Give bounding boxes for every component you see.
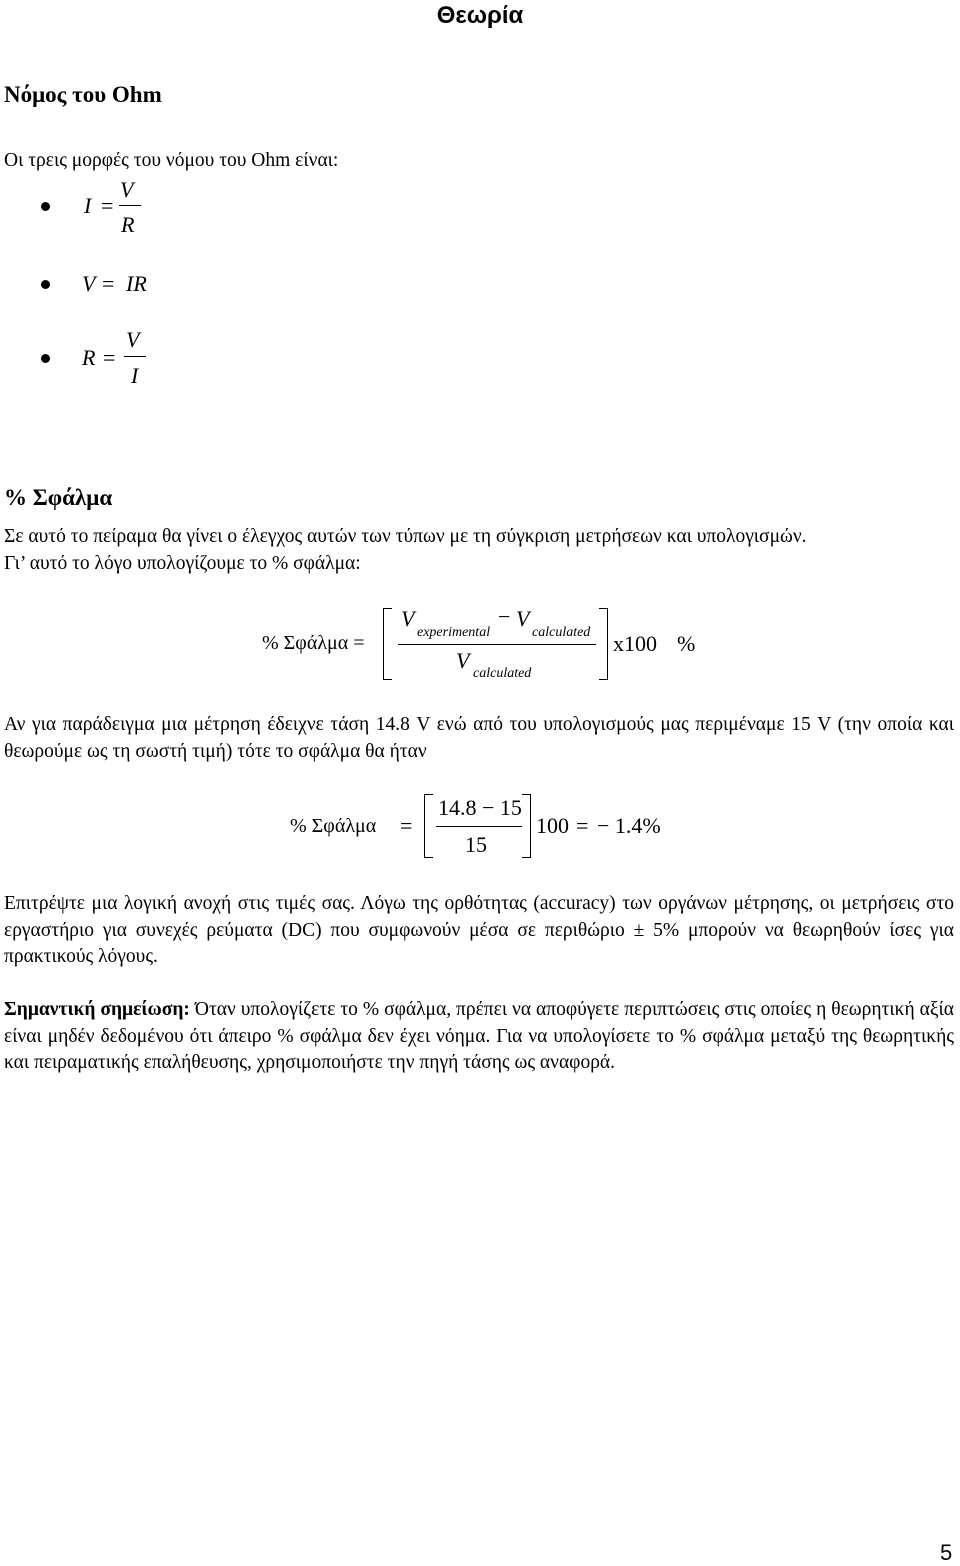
formula-3-numerator: V: [126, 327, 140, 352]
bullet-icon: [41, 202, 50, 211]
error-formula-multiplier: x100: [613, 631, 657, 656]
right-bracket: [522, 794, 531, 858]
example-formula-eq1: =: [400, 813, 413, 838]
formula-1-denominator: R: [121, 212, 135, 237]
left-bracket: [424, 794, 433, 858]
left-bracket: [383, 608, 392, 680]
example-formula-result: − 1.4%: [597, 813, 661, 838]
page-title: Θεωρία: [436, 2, 524, 29]
bullet-icon: [41, 280, 50, 289]
formula-1-eq: =: [101, 193, 114, 218]
formula-1-lhs: I: [84, 193, 92, 218]
example-formula-lhs: % Σφάλμα: [290, 815, 377, 837]
ohm-law-heading: Νόμος του Ohm: [4, 82, 162, 107]
formula-1-numerator: V: [120, 177, 134, 202]
example-formula-denominator: 15: [465, 832, 487, 857]
formula-2-lhs: V: [82, 271, 96, 296]
formula-2-rhs: IR: [126, 271, 147, 296]
error-formula-lhs: % Σφάλμα =: [262, 632, 365, 654]
important-note-label: Σημαντική σημείωση:: [4, 999, 190, 1020]
error-formula-v-calc: V: [516, 606, 530, 631]
error-formula-percent: %: [677, 631, 696, 656]
important-note-text: Όταν υπολογίζετε το % σφάλμα, πρέπει να αποφύγετε περιπτώσεις στις οποίες η θεωρητική αξία είναι μηδέν δεδομένου ότι άπειρο % σφάλμα δεν έχει νόημα. Για να υπολογίσετε το % σφάλμα μεταξύ της θεωρητικής και πειραματικής επαλήθευσης, χρησιμοποιήστε την πηγή τάσης ως αναφορά.: [4, 999, 954, 1073]
error-formula-v-exp: V: [401, 606, 415, 631]
important-note-paragraph: [4, 997, 954, 1077]
error-formula-sub-calculated-denom: calculated: [473, 666, 532, 681]
error-formula-minus: −: [498, 604, 511, 629]
example-formula-multiplier: 100: [536, 813, 569, 838]
example-formula-eq2: =: [576, 813, 589, 838]
ohm-law-intro: Οι τρεις μορφές του νόμου του Ohm είναι:: [4, 150, 339, 171]
formula-2-eq: =: [102, 271, 115, 296]
fraction-line: [398, 644, 596, 645]
error-line-2: Γι’ αυτό το λόγο υπολογίζουμε το % σφάλμα:: [4, 553, 361, 574]
fraction-line: [119, 205, 141, 206]
error-formula-sub-calculated: calculated: [532, 625, 591, 640]
right-bracket: [599, 608, 608, 680]
formula-3-eq: =: [103, 345, 116, 370]
example-paragraph: Αν για παράδειγμα μια μέτρηση έδειχνε τάση 14.8 V ενώ από του υπολογισμούς μας περιμέναμε 15 V (την οποία και θεωρούμε ως τη σωστή τιμή) τότε το σφάλμα θα ήταν: [4, 714, 954, 762]
error-line-1: Σε αυτό το πείραμα θα γίνει ο έλεγχος αυτών των τύπων με τη σύγκριση μετρήσεων και υπολογισμών.: [4, 526, 807, 547]
error-formula-v-denom: V: [456, 648, 470, 673]
page-number: 5: [940, 1540, 953, 1565]
bullet-icon: [41, 354, 50, 363]
formula-3-denominator: I: [131, 363, 139, 388]
formula-3-lhs: R: [82, 345, 96, 370]
fraction-line: [124, 356, 146, 357]
error-heading: % Σφάλμα: [4, 485, 113, 510]
fraction-line: [436, 826, 522, 827]
example-formula-numerator: 14.8 − 15: [438, 795, 522, 820]
error-formula-sub-experimental: experimental: [417, 625, 491, 640]
tolerance-paragraph: Επιτρέψτε μια λογική ανοχή στις τιμές σας. Λόγω της ορθότητας (accuracy) των οργάνων μέτρησης, οι μετρήσεις στο εργαστήριο για συνεχές ρεύματα (DC) που συμφωνούν μέσα σε περιθώριο ± 5% μπορούν να θεωρηθούν ίσες για πρακτικούς λόγους.: [4, 893, 954, 967]
